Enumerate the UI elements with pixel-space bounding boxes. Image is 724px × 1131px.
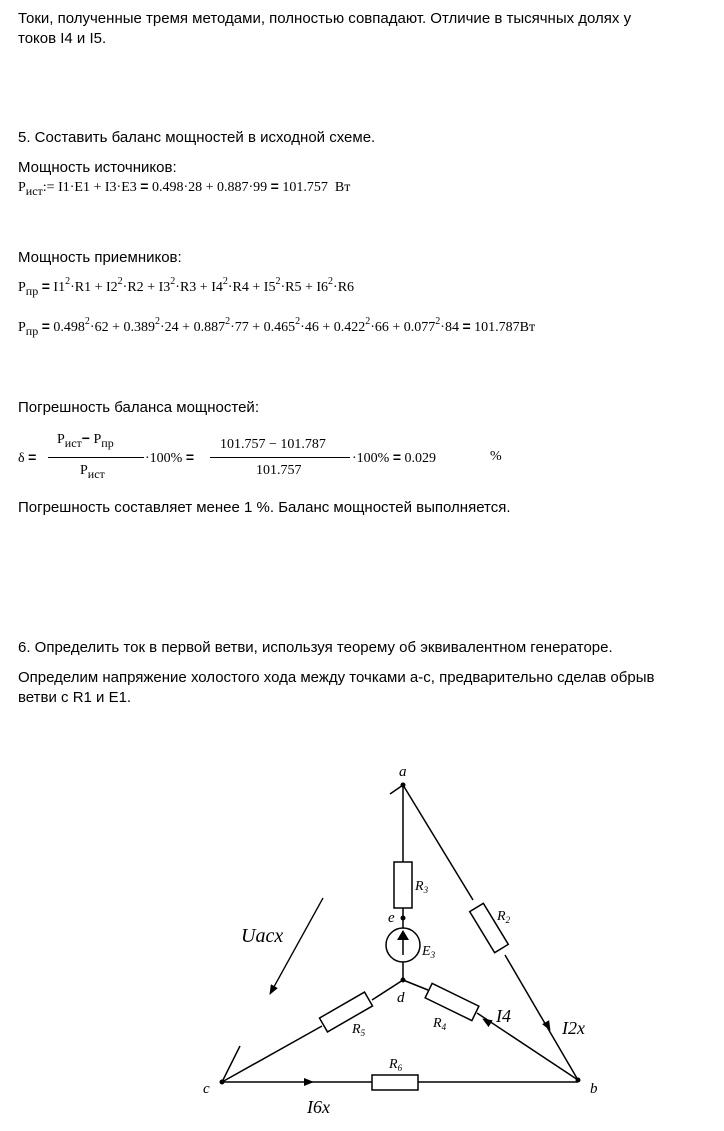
r4-label: $R_4$ [433, 1016, 447, 1032]
fraction-line-1 [48, 457, 144, 458]
receivers-value-term: $0.498^2\cdot 62$ [53, 316, 109, 335]
receivers-power-formula: $P_{пр} = I1^2\cdot R1 + I2^2\cdot R2 + I3^2\cdot R3 + I4^2\cdot R4 + I5^2\cdot R5 + I6^2\cdot R6$ [18, 276, 355, 298]
delta-symbol: δ = [18, 449, 37, 466]
receivers-value-term: $0.077^2\cdot 84$ [403, 316, 459, 335]
intro-line-2: токов I4 и I5. [18, 30, 107, 47]
receivers-term: $I4^2\cdot R4$ [211, 276, 249, 295]
resistor-r3 [394, 862, 412, 908]
resistor-r4 [425, 983, 479, 1020]
error-denominator-values: 101.757 [256, 463, 302, 478]
node-d-label: d [397, 990, 405, 1006]
intro-line-1: Токи, полученные тремя методами, полностью совпадают. Отличие в тысячных долях у [18, 10, 632, 27]
r3-label: $R_3$ [415, 879, 429, 895]
node-b-dot [576, 1078, 581, 1083]
receivers-term: $I5^2\cdot R5$ [263, 276, 302, 295]
section-5-heading: 5. Составить баланс мощностей в исходной схеме. [18, 129, 376, 146]
resistor-r5 [319, 992, 372, 1032]
circuit-diagram [0, 750, 724, 1131]
receivers-term: $I2^2\cdot R2$ [106, 276, 144, 295]
r5-label: $R_5$ [352, 1022, 366, 1038]
r2-label: $R_2$ [497, 909, 511, 925]
node-a-label: a [399, 764, 407, 780]
error-denominator: $P_{ист}$ [80, 463, 105, 481]
node-a-dot [401, 783, 406, 788]
wire-a-r2 [403, 785, 473, 900]
receivers-term: $I1^2\cdot R1$ [53, 276, 92, 295]
uacx-label: Uacx [241, 925, 284, 947]
receivers-values-terms: $0.498^2\cdot 62 + 0.389^2\cdot 24 + 0.887^2\cdot 77 + 0.465^2\cdot 46 + 0.422^2\cdot 66 + 0.077^2\cdot 84$ [53, 316, 459, 335]
receivers-term: $I6^2\cdot R6$ [316, 276, 355, 295]
e3-label: $E_3$ [422, 944, 436, 960]
sources-power-formula: $P_{ист}:= I1\cdot E1 + I3\cdot E3 = 0.498\cdot 28 + 0.887\cdot 99 = 101.757$ Вт [18, 178, 351, 198]
section-6-text-2: ветви с R1 и E1. [18, 689, 132, 706]
i4-label: I4 [496, 1006, 511, 1026]
times-100-a: ·100% = [145, 449, 195, 466]
receivers-label: Мощность приемников: [18, 249, 182, 266]
receivers-value-term: $0.465^2\cdot 46$ [263, 316, 319, 335]
section-6-text-1: Определим напряжение холостого хода между точками а-с, предварительно сделав обрыв [18, 669, 655, 686]
r6-label: $R_6$ [389, 1057, 403, 1073]
receivers-values-formula: $P_{пр} = 0.498^2\cdot 62 + 0.389^2\cdot 24 + 0.887^2\cdot 77 + 0.465^2\cdot 46 + 0.422^2\cdot 66 + 0.077^2\cdot 84 = 101.787Вт$ [18, 316, 536, 338]
resistor-r6 [372, 1075, 418, 1090]
error-numerator-values: 101.757 − 101.787 [220, 437, 326, 452]
receivers-term: $I3^2\cdot R3$ [158, 276, 197, 295]
node-c-dot [220, 1080, 225, 1085]
section-6-heading: 6. Определить ток в первой ветви, используя теорему об эквивалентном генераторе. [18, 639, 613, 656]
node-b-label: b [590, 1081, 598, 1097]
wire-r5-c [222, 1026, 322, 1082]
node-e-label: e [388, 910, 395, 926]
i2x-label: I2x [562, 1018, 585, 1038]
fraction-line-2 [210, 457, 350, 458]
i2x-arrow [540, 1012, 550, 1030]
sources-label: Мощность источников: [18, 159, 177, 176]
receivers-value-term: $0.422^2\cdot 66$ [333, 316, 389, 335]
times-100-b: ·100% = 0.029 [352, 449, 437, 466]
node-c-label: c [203, 1081, 210, 1097]
conclusion-text: Погрешность составляет менее 1 %. Баланс мощностей выполняется. [18, 499, 511, 516]
receivers-terms: $I1^2\cdot R1 + I2^2\cdot R2 + I3^2\cdot R3 + I4^2\cdot R4 + I5^2\cdot R5 + I6^2\cdot R6$ [53, 276, 355, 295]
receivers-value-term: $0.389^2\cdot 24$ [123, 316, 179, 335]
node-e-dot [401, 916, 406, 921]
receivers-value-term: $0.887^2\cdot 77$ [193, 316, 249, 335]
i4-arrow [483, 1019, 496, 1027]
wire-d-r4 [403, 980, 428, 990]
error-numerator: $P_{ист}- P_{пр}$ [57, 430, 114, 450]
percent-unit: % [490, 449, 502, 464]
error-label: Погрешность баланса мощностей: [18, 399, 259, 416]
i6x-label: I6x [307, 1097, 330, 1117]
